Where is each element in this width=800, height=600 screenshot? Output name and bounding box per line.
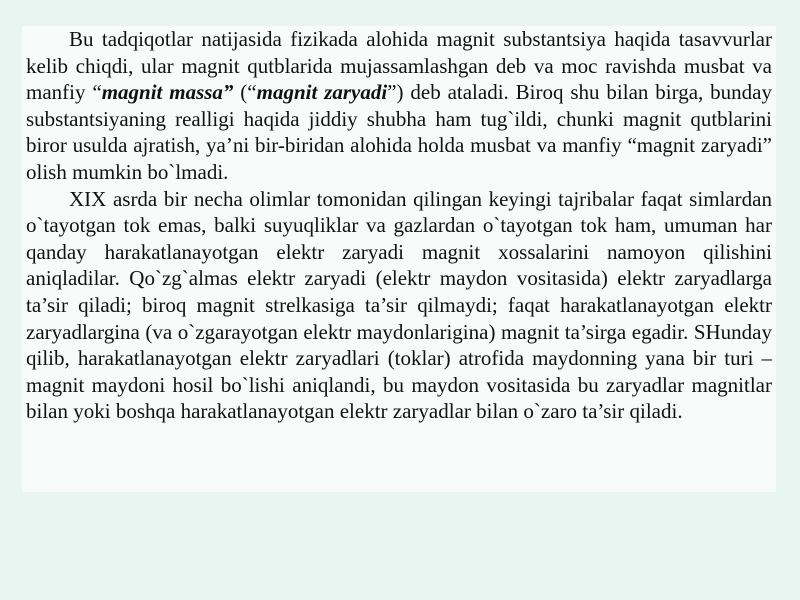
paragraph-2: XIX asrda bir necha olimlar tomonidan qilingan keyingi tajribalar faqat simlardan o`tayotgan tok emas, balki suyuqliklar va gazlardan o`tayotgan tok ham, umuman har qanday harakatlanayotgan elektr zaryadi magnit xossalarini namoyon qilishini aniqladilar. Qo`zg`almas elektr zaryadi (elektr maydon vositasida) elektr zaryadlarga ta’sir qiladi; biroq magnit strelkasiga ta’sir qilmaydi; faqat harakatlanayotgan elektr zaryadlargina (va o`zgarayotgan elektr maydonlarigina) magnit ta’sirga egadir. SHunday qilib, harakatlanayotgan elektr zaryadlari (toklar) atrofida maydonning yana bir turi – magnit maydoni hosil bo`lishi aniqlandi, bu maydon vositasida bu zaryadlar magnitlar bilan yoki boshqa harakatlanayotgan elektr zaryadlar bilan o`zaro ta’sir qiladi. (26, 186, 772, 424)
paragraph-1-part-1: Bu tadqiqotlar natijasida fizikada alohida magnit substantsiya haqida tasavvurlar kelib chiqdi, ular magnit qutblarida mujassamlashgan deb va moc ravishda musbat va manfiy “ (26, 27, 772, 105)
emphasis-magnit-zaryadi: magnit zaryadi (256, 80, 388, 105)
paragraph-1-part-2: (“ (233, 80, 257, 105)
paragraph-1-part-3: ”) deb ataladi. Biroq shu bilan birga, bunday substantsiyaning realligi haqida jiddiy shubha ham tug`ildi, chunki magnit qutblarini biror usulda ajratish, ya’ni bir-biridan alohida holda musbat va manfiy “magnit zaryadi” olish mumkin bo`lmadi. (26, 80, 773, 184)
paragraph-1 (26, 26, 772, 186)
text-panel (22, 26, 776, 492)
emphasis-magnit-massa: magnit massa” (101, 80, 234, 105)
